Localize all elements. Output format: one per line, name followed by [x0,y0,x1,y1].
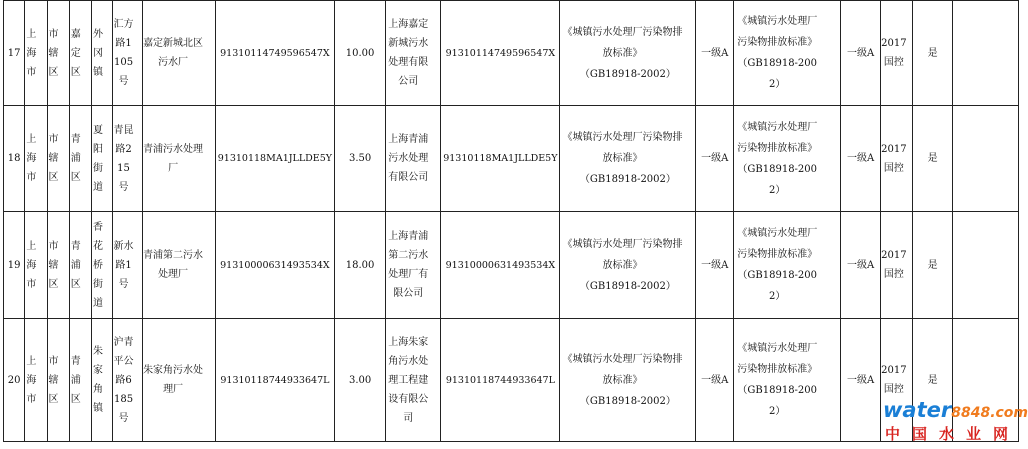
district-cell: 青浦区 [69,212,91,319]
standard-alt-cell: 《城镇污水处理厂污染物排放标准》（GB18918-2002） [734,1,841,106]
empty-cell [953,1,1019,106]
address-cell: 沪青平公路6185号 [112,319,143,442]
year-cell: 2017国控 [880,1,912,106]
standard-main-cell: 《城镇污水处理厂污染物排放标准》 （GB18918-2002） [560,319,696,442]
grade-main-cell: 一级A [696,319,734,442]
grade-main-cell: 一级A [696,212,734,319]
empty-cell [953,106,1019,212]
city-cell: 市辖区 [47,106,69,212]
standard-main-cell: 《城镇污水处理厂污染物排放标准》 （GB18918-2002） [560,1,696,106]
address-cell: 新水路1号 [112,212,143,319]
province-cell: 上海市 [25,1,47,106]
row-number: 19 [4,212,25,319]
capacity-cell: 3.00 [335,319,386,442]
credit-code-cell: 91310118MA1JLLDE5Y [215,106,334,212]
is-cell: 是 [912,1,952,106]
table-row [4,1,1019,106]
table-row [4,106,1019,212]
capacity-cell: 3.50 [335,106,386,212]
plant-name-cell: 青浦第二污水处理厂 [143,212,216,319]
address-cell: 汇方路1105号 [112,1,143,106]
row-number: 17 [4,1,25,106]
facility-table [3,0,1028,442]
operator-code-cell: 91310118MA1JLLDE5Y [441,106,560,212]
city-cell: 市辖区 [47,1,69,106]
standard-main-cell: 《城镇污水处理厂污染物排放标准》 （GB18918-2002） [560,106,696,212]
operator-cell: 上海青浦污水处理有限公司 [386,106,441,212]
watermark-top: water8848.com [883,398,1028,422]
town-cell: 夏阳街道 [91,106,112,212]
is-cell: 是 [912,106,952,212]
watermark-bottom: 中国水业网 [885,425,1021,443]
grade-main-cell: 一级A [696,1,734,106]
grade-alt-cell: 一级A [841,212,881,319]
year-cell: 2017国控 [880,212,912,319]
operator-cell: 上海朱家角污水处理工程建设有限公司 [386,319,441,442]
grade-main-cell: 一级A [696,106,734,212]
credit-code-cell: 91310118744933647L [215,319,334,442]
town-cell: 朱家角镇 [91,319,112,442]
district-cell: 青浦区 [69,106,91,212]
town-cell: 香花桥街道 [91,212,112,319]
row-number: 20 [4,319,25,442]
plant-name-cell: 朱家角污水处理厂 [143,319,216,442]
watermark-logo [883,398,1028,443]
city-cell: 市辖区 [47,212,69,319]
district-cell: 青浦区 [69,319,91,442]
operator-cell: 上海青浦第二污水处理厂有限公司 [386,212,441,319]
credit-code-cell: 91310114749596547X [215,1,334,106]
operator-code-cell: 91310114749596547X [441,1,560,106]
year-cell: 2017国控 [880,319,912,442]
grade-alt-cell: 一级A [841,319,881,442]
city-cell: 市辖区 [47,319,69,442]
province-cell: 上海市 [25,319,47,442]
row-number: 18 [4,106,25,212]
grade-alt-cell: 一级A [841,106,881,212]
table-row [4,319,1019,442]
plant-name-cell: 青浦污水处理厂 [143,106,216,212]
year-cell: 2017国控 [880,106,912,212]
province-cell: 上海市 [25,106,47,212]
standard-alt-cell: 《城镇污水处理厂污染物排放标准》（GB18918-2002） [734,106,841,212]
standard-main-cell: 《城镇污水处理厂污染物排放标准》 （GB18918-2002） [560,212,696,319]
table-row [4,212,1019,319]
plant-name-cell: 嘉定新城北区污水厂 [143,1,216,106]
grade-alt-cell: 一级A [841,1,881,106]
standard-alt-cell: 《城镇污水处理厂污染物排放标准》（GB18918-2002） [734,212,841,319]
empty-cell [953,212,1019,319]
is-cell: 是 [912,319,952,442]
province-cell: 上海市 [25,212,47,319]
capacity-cell: 10.00 [335,1,386,106]
standard-alt-cell: 《城镇污水处理厂污染物排放标准》（GB18918-2002） [734,319,841,442]
capacity-cell: 18.00 [335,212,386,319]
credit-code-cell: 91310000631493534X [215,212,334,319]
operator-code-cell: 91310118744933647L [441,319,560,442]
district-cell: 嘉定区 [69,1,91,106]
operator-code-cell: 91310000631493534X [441,212,560,319]
address-cell: 青昆路215号 [112,106,143,212]
is-cell: 是 [912,212,952,319]
town-cell: 外冈镇 [91,1,112,106]
operator-cell: 上海嘉定新城污水处理有限公司 [386,1,441,106]
